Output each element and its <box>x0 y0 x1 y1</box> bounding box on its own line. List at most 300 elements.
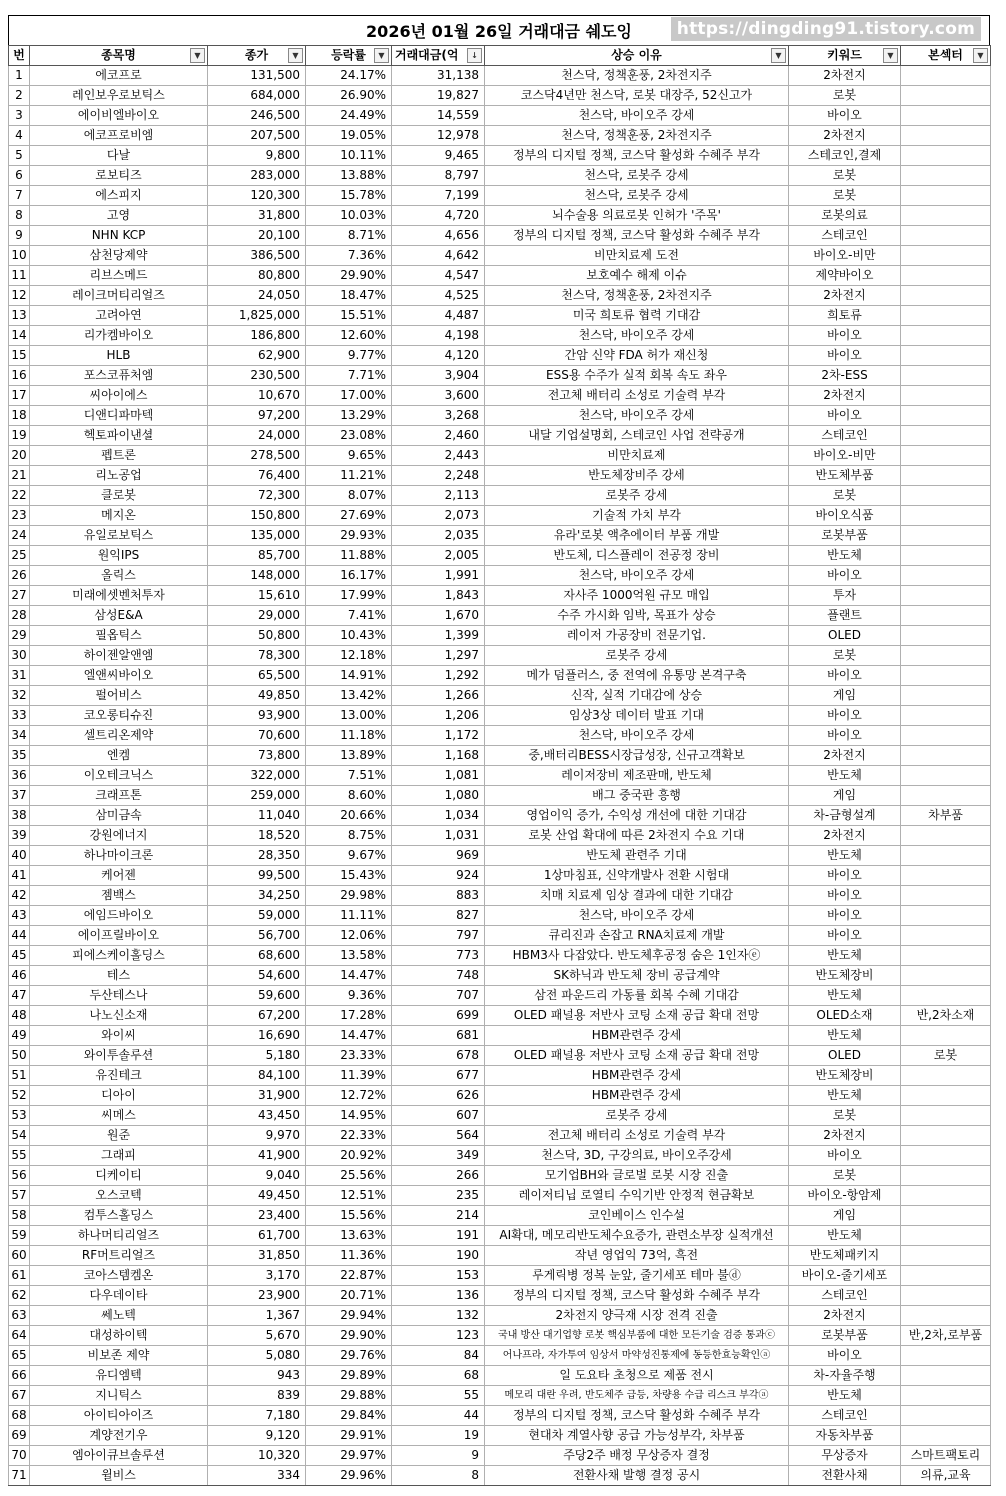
row-number-cell[interactable]: 46 <box>9 966 30 986</box>
change-rate-cell[interactable]: 11.36% <box>306 1246 392 1266</box>
close-price-cell[interactable]: 16,690 <box>208 1026 306 1046</box>
keyword-cell[interactable]: 게임 <box>789 786 901 806</box>
row-number-cell[interactable]: 62 <box>9 1286 30 1306</box>
change-rate-cell[interactable]: 14.95% <box>306 1106 392 1126</box>
change-rate-cell[interactable]: 8.07% <box>306 486 392 506</box>
stock-name-cell[interactable]: 윌비스 <box>30 1466 208 1486</box>
row-number-cell[interactable]: 27 <box>9 586 30 606</box>
row-number-cell[interactable]: 49 <box>9 1026 30 1046</box>
row-number-cell[interactable]: 35 <box>9 746 30 766</box>
main-sector-cell[interactable] <box>901 706 991 726</box>
close-price-cell[interactable]: 59,000 <box>208 906 306 926</box>
main-sector-cell[interactable] <box>901 666 991 686</box>
main-sector-cell[interactable] <box>901 586 991 606</box>
close-price-cell[interactable]: 54,600 <box>208 966 306 986</box>
main-sector-cell[interactable] <box>901 1146 991 1166</box>
trading-value-cell[interactable]: 214 <box>392 1206 485 1226</box>
trading-value-cell[interactable]: 136 <box>392 1286 485 1306</box>
change-rate-cell[interactable]: 17.99% <box>306 586 392 606</box>
trading-value-cell[interactable]: 677 <box>392 1066 485 1086</box>
keyword-cell[interactable]: 투자 <box>789 586 901 606</box>
keyword-cell[interactable]: 2차전지 <box>789 826 901 846</box>
close-price-cell[interactable]: 34,250 <box>208 886 306 906</box>
keyword-cell[interactable]: 바이오 <box>789 1346 901 1366</box>
row-number-cell[interactable]: 29 <box>9 626 30 646</box>
trading-value-cell[interactable]: 12,978 <box>392 126 485 146</box>
keyword-cell[interactable]: 반도체 <box>789 1026 901 1046</box>
stock-name-cell[interactable]: 삼천당제약 <box>30 246 208 266</box>
close-price-cell[interactable]: 9,970 <box>208 1126 306 1146</box>
keyword-cell[interactable]: 로봇 <box>789 186 901 206</box>
stock-name-cell[interactable]: 다우데이타 <box>30 1286 208 1306</box>
keyword-cell[interactable]: 2차-ESS <box>789 366 901 386</box>
main-sector-cell[interactable] <box>901 646 991 666</box>
close-price-cell[interactable]: 43,450 <box>208 1106 306 1126</box>
close-price-cell[interactable]: 5,080 <box>208 1346 306 1366</box>
change-rate-cell[interactable]: 29.84% <box>306 1406 392 1426</box>
stock-name-cell[interactable]: 메지온 <box>30 506 208 526</box>
main-sector-cell[interactable] <box>901 966 991 986</box>
keyword-cell[interactable]: 게임 <box>789 686 901 706</box>
row-number-cell[interactable]: 65 <box>9 1346 30 1366</box>
close-price-cell[interactable]: 1,825,000 <box>208 306 306 326</box>
close-price-cell[interactable]: 29,000 <box>208 606 306 626</box>
change-rate-cell[interactable]: 29.89% <box>306 1366 392 1386</box>
row-number-cell[interactable]: 16 <box>9 366 30 386</box>
trading-value-cell[interactable]: 2,005 <box>392 546 485 566</box>
main-sector-cell[interactable] <box>901 1386 991 1406</box>
change-rate-cell[interactable]: 19.05% <box>306 126 392 146</box>
keyword-cell[interactable]: 무상증자 <box>789 1446 901 1466</box>
rise-reason-cell[interactable]: 정부의 디지털 정책, 코스닥 활성화 수혜주 부각 <box>485 1286 789 1306</box>
change-rate-cell[interactable]: 11.11% <box>306 906 392 926</box>
trading-value-cell[interactable]: 1,081 <box>392 766 485 786</box>
rise-reason-cell[interactable]: 천스닥, 바이오주 강세 <box>485 726 789 746</box>
change-rate-cell[interactable]: 11.21% <box>306 466 392 486</box>
row-number-cell[interactable]: 11 <box>9 266 30 286</box>
close-price-cell[interactable]: 1,367 <box>208 1306 306 1326</box>
change-rate-cell[interactable]: 24.49% <box>306 106 392 126</box>
close-price-cell[interactable]: 28,350 <box>208 846 306 866</box>
keyword-cell[interactable]: 로봇 <box>789 1166 901 1186</box>
close-price-cell[interactable]: 3,170 <box>208 1266 306 1286</box>
close-price-cell[interactable]: 68,600 <box>208 946 306 966</box>
change-rate-cell[interactable]: 29.94% <box>306 1306 392 1326</box>
rise-reason-cell[interactable]: 정부의 디지털 정책, 코스닥 활성화 수혜주 부각 <box>485 1406 789 1426</box>
trading-value-cell[interactable]: 31,138 <box>392 66 485 86</box>
stock-name-cell[interactable]: 리노공업 <box>30 466 208 486</box>
change-rate-cell[interactable]: 7.71% <box>306 366 392 386</box>
filter-dropdown-icon[interactable]: ▼ <box>883 48 898 63</box>
row-number-cell[interactable]: 4 <box>9 126 30 146</box>
close-price-cell[interactable]: 59,600 <box>208 986 306 1006</box>
change-rate-cell[interactable]: 16.17% <box>306 566 392 586</box>
change-rate-cell[interactable]: 27.69% <box>306 506 392 526</box>
stock-name-cell[interactable]: 계양전기우 <box>30 1426 208 1446</box>
change-rate-cell[interactable]: 13.00% <box>306 706 392 726</box>
row-number-cell[interactable]: 39 <box>9 826 30 846</box>
main-sector-cell[interactable] <box>901 1286 991 1306</box>
close-price-cell[interactable]: 120,300 <box>208 186 306 206</box>
stock-name-cell[interactable]: 와이투솔루션 <box>30 1046 208 1066</box>
change-rate-cell[interactable]: 15.51% <box>306 306 392 326</box>
close-price-cell[interactable]: 135,000 <box>208 526 306 546</box>
rise-reason-cell[interactable]: 전고체 배터리 소성로 기술력 부각 <box>485 386 789 406</box>
stock-name-cell[interactable]: 리가켐바이오 <box>30 326 208 346</box>
row-number-cell[interactable]: 45 <box>9 946 30 966</box>
change-rate-cell[interactable]: 10.03% <box>306 206 392 226</box>
change-rate-cell[interactable]: 7.36% <box>306 246 392 266</box>
rise-reason-cell[interactable]: 2차전지 양극재 시장 전격 진출 <box>485 1306 789 1326</box>
rise-reason-cell[interactable]: 천스닥, 바이오주 강세 <box>485 326 789 346</box>
row-number-cell[interactable]: 19 <box>9 426 30 446</box>
change-rate-cell[interactable]: 15.43% <box>306 866 392 886</box>
close-price-cell[interactable]: 11,040 <box>208 806 306 826</box>
stock-name-cell[interactable]: 나노신소재 <box>30 1006 208 1026</box>
trading-value-cell[interactable]: 4,642 <box>392 246 485 266</box>
change-rate-cell[interactable]: 12.60% <box>306 326 392 346</box>
stock-name-cell[interactable]: 엔켐 <box>30 746 208 766</box>
close-price-cell[interactable]: 31,900 <box>208 1086 306 1106</box>
change-rate-cell[interactable]: 29.76% <box>306 1346 392 1366</box>
stock-name-cell[interactable]: 에이비엘바이오 <box>30 106 208 126</box>
main-sector-cell[interactable] <box>901 866 991 886</box>
row-number-cell[interactable]: 70 <box>9 1446 30 1466</box>
close-price-cell[interactable]: 150,800 <box>208 506 306 526</box>
stock-name-cell[interactable]: 원익IPS <box>30 546 208 566</box>
main-sector-cell[interactable]: 반,2차,로부품 <box>901 1326 991 1346</box>
rise-reason-cell[interactable]: 천스닥, 정책훈풍, 2차전지주 <box>485 66 789 86</box>
keyword-cell[interactable]: 바이오식품 <box>789 506 901 526</box>
change-rate-cell[interactable]: 29.98% <box>306 886 392 906</box>
close-price-cell[interactable]: 230,500 <box>208 366 306 386</box>
stock-name-cell[interactable]: 하이젠알앤엠 <box>30 646 208 666</box>
stock-name-cell[interactable]: 비보존 제약 <box>30 1346 208 1366</box>
change-rate-cell[interactable]: 25.56% <box>306 1166 392 1186</box>
keyword-cell[interactable]: 바이오 <box>789 1146 901 1166</box>
change-rate-cell[interactable]: 14.91% <box>306 666 392 686</box>
close-price-cell[interactable]: 31,800 <box>208 206 306 226</box>
keyword-cell[interactable]: 바이오-비만 <box>789 246 901 266</box>
close-price-cell[interactable]: 65,500 <box>208 666 306 686</box>
row-number-cell[interactable]: 26 <box>9 566 30 586</box>
rise-reason-cell[interactable]: 어나프라, 자가투여 임상서 마약성진통제에 동등한효능확인ⓐ <box>485 1346 789 1366</box>
close-price-cell[interactable]: 943 <box>208 1366 306 1386</box>
trading-value-cell[interactable]: 1,991 <box>392 566 485 586</box>
keyword-cell[interactable]: 스테코인 <box>789 426 901 446</box>
stock-name-cell[interactable]: 펄어비스 <box>30 686 208 706</box>
trading-value-cell[interactable]: 1,297 <box>392 646 485 666</box>
trading-value-cell[interactable]: 1,266 <box>392 686 485 706</box>
trading-value-cell[interactable]: 7,199 <box>392 186 485 206</box>
main-sector-cell[interactable] <box>901 1186 991 1206</box>
keyword-cell[interactable]: 2차전지 <box>789 286 901 306</box>
row-number-cell[interactable]: 48 <box>9 1006 30 1026</box>
keyword-cell[interactable]: 제약바이오 <box>789 266 901 286</box>
trading-value-cell[interactable]: 1,034 <box>392 806 485 826</box>
keyword-cell[interactable]: 2차전지 <box>789 66 901 86</box>
main-sector-cell[interactable] <box>901 86 991 106</box>
keyword-cell[interactable]: 바이오 <box>789 106 901 126</box>
row-number-cell[interactable]: 14 <box>9 326 30 346</box>
rise-reason-cell[interactable]: 기술적 가치 부각 <box>485 506 789 526</box>
stock-name-cell[interactable]: 엠아이큐브솔루션 <box>30 1446 208 1466</box>
keyword-cell[interactable]: 로봇 <box>789 86 901 106</box>
change-rate-cell[interactable]: 15.78% <box>306 186 392 206</box>
close-price-cell[interactable]: 322,000 <box>208 766 306 786</box>
main-sector-cell[interactable] <box>901 66 991 86</box>
rise-reason-cell[interactable]: 유라'로봇 액추에이터 부품 개발 <box>485 526 789 546</box>
rise-reason-cell[interactable]: AI확대, 메모리반도체수요증가, 관련소부장 실적개선 <box>485 1226 789 1246</box>
stock-name-cell[interactable]: 원준 <box>30 1126 208 1146</box>
close-price-cell[interactable]: 49,850 <box>208 686 306 706</box>
main-sector-cell[interactable] <box>901 186 991 206</box>
keyword-cell[interactable]: 바이오 <box>789 326 901 346</box>
main-sector-cell[interactable]: 반,2차소재 <box>901 1006 991 1026</box>
change-rate-cell[interactable]: 26.90% <box>306 86 392 106</box>
stock-name-cell[interactable]: 펩트론 <box>30 446 208 466</box>
main-sector-cell[interactable] <box>901 226 991 246</box>
rise-reason-cell[interactable]: HBM관련주 강세 <box>485 1066 789 1086</box>
row-number-cell[interactable]: 3 <box>9 106 30 126</box>
trading-value-cell[interactable]: 1,843 <box>392 586 485 606</box>
row-number-cell[interactable]: 33 <box>9 706 30 726</box>
change-rate-cell[interactable]: 13.58% <box>306 946 392 966</box>
keyword-cell[interactable]: 반도체 <box>789 846 901 866</box>
row-number-cell[interactable]: 55 <box>9 1146 30 1166</box>
trading-value-cell[interactable]: 2,113 <box>392 486 485 506</box>
row-number-cell[interactable]: 41 <box>9 866 30 886</box>
change-rate-cell[interactable]: 29.90% <box>306 1326 392 1346</box>
stock-name-cell[interactable]: 리브스메드 <box>30 266 208 286</box>
trading-value-cell[interactable]: 1,206 <box>392 706 485 726</box>
filter-dropdown-icon[interactable]: ▼ <box>374 48 389 63</box>
main-sector-cell[interactable] <box>901 886 991 906</box>
close-price-cell[interactable]: 207,500 <box>208 126 306 146</box>
change-rate-cell[interactable]: 20.71% <box>306 1286 392 1306</box>
rise-reason-cell[interactable]: 임상3상 데이터 발표 기대 <box>485 706 789 726</box>
rise-reason-cell[interactable]: 작년 영업익 73억, 흑전 <box>485 1246 789 1266</box>
main-sector-cell[interactable] <box>901 826 991 846</box>
rise-reason-cell[interactable]: 천스닥, 정책훈풍, 2차전지주 <box>485 126 789 146</box>
rise-reason-cell[interactable]: 코스닥4년만 천스닥, 로봇 대장주, 52신고가 <box>485 86 789 106</box>
row-number-cell[interactable]: 15 <box>9 346 30 366</box>
row-number-cell[interactable]: 2 <box>9 86 30 106</box>
row-number-cell[interactable]: 30 <box>9 646 30 666</box>
row-number-cell[interactable]: 44 <box>9 926 30 946</box>
keyword-cell[interactable]: 반도체 <box>789 546 901 566</box>
stock-name-cell[interactable]: 하나마이크론 <box>30 846 208 866</box>
stock-name-cell[interactable]: 하나머티리얼즈 <box>30 1226 208 1246</box>
trading-value-cell[interactable]: 1,168 <box>392 746 485 766</box>
stock-name-cell[interactable]: 젬백스 <box>30 886 208 906</box>
row-number-cell[interactable]: 56 <box>9 1166 30 1186</box>
row-number-cell[interactable]: 36 <box>9 766 30 786</box>
close-price-cell[interactable]: 24,050 <box>208 286 306 306</box>
change-rate-cell[interactable]: 8.71% <box>306 226 392 246</box>
change-rate-cell[interactable]: 12.06% <box>306 926 392 946</box>
keyword-cell[interactable]: 로봇 <box>789 166 901 186</box>
trading-value-cell[interactable]: 924 <box>392 866 485 886</box>
rise-reason-cell[interactable]: 천스닥, 정책훈풍, 2차전지주 <box>485 286 789 306</box>
main-sector-cell[interactable] <box>901 1366 991 1386</box>
row-number-cell[interactable]: 57 <box>9 1186 30 1206</box>
change-rate-cell[interactable]: 29.90% <box>306 266 392 286</box>
main-sector-cell[interactable] <box>901 786 991 806</box>
trading-value-cell[interactable]: 4,720 <box>392 206 485 226</box>
close-price-cell[interactable]: 5,670 <box>208 1326 306 1346</box>
row-number-cell[interactable]: 32 <box>9 686 30 706</box>
main-sector-cell[interactable] <box>901 926 991 946</box>
rise-reason-cell[interactable]: 모기업BH와 글로벌 로봇 시장 진출 <box>485 1166 789 1186</box>
rise-reason-cell[interactable]: 큐리진과 손잡고 RNA치료제 개발 <box>485 926 789 946</box>
close-price-cell[interactable]: 84,100 <box>208 1066 306 1086</box>
rise-reason-cell[interactable]: 정부의 디지털 정책, 코스닥 활성화 수혜주 부각 <box>485 146 789 166</box>
rise-reason-cell[interactable]: 천스닥, 바이오주 강세 <box>485 906 789 926</box>
stock-name-cell[interactable]: 유일로보틱스 <box>30 526 208 546</box>
trading-value-cell[interactable]: 4,547 <box>392 266 485 286</box>
stock-name-cell[interactable]: 두산테스나 <box>30 986 208 1006</box>
stock-name-cell[interactable]: 씨아이에스 <box>30 386 208 406</box>
close-price-cell[interactable]: 23,400 <box>208 1206 306 1226</box>
row-number-cell[interactable]: 24 <box>9 526 30 546</box>
row-number-cell[interactable]: 9 <box>9 226 30 246</box>
close-price-cell[interactable]: 41,900 <box>208 1146 306 1166</box>
trading-value-cell[interactable]: 55 <box>392 1386 485 1406</box>
keyword-cell[interactable]: 바이오 <box>789 346 901 366</box>
main-sector-cell[interactable] <box>901 326 991 346</box>
trading-value-cell[interactable]: 4,656 <box>392 226 485 246</box>
main-sector-cell[interactable] <box>901 566 991 586</box>
rise-reason-cell[interactable]: ESS용 수주가 실적 회복 속도 좌우 <box>485 366 789 386</box>
trading-value-cell[interactable]: 4,487 <box>392 306 485 326</box>
trading-value-cell[interactable]: 681 <box>392 1026 485 1046</box>
row-number-cell[interactable]: 20 <box>9 446 30 466</box>
rise-reason-cell[interactable]: 천스닥, 바이오주 강세 <box>485 406 789 426</box>
trading-value-cell[interactable]: 1,399 <box>392 626 485 646</box>
stock-name-cell[interactable]: 포스코퓨처엠 <box>30 366 208 386</box>
stock-name-cell[interactable]: 삼성E&A <box>30 606 208 626</box>
row-number-cell[interactable]: 8 <box>9 206 30 226</box>
stock-name-cell[interactable]: 씨메스 <box>30 1106 208 1126</box>
main-sector-cell[interactable] <box>901 1226 991 1246</box>
change-rate-cell[interactable]: 29.96% <box>306 1466 392 1486</box>
change-rate-cell[interactable]: 12.18% <box>306 646 392 666</box>
rise-reason-cell[interactable]: 전고체 배터리 소성로 기술력 부각 <box>485 1126 789 1146</box>
filter-dropdown-icon[interactable]: ▼ <box>771 48 786 63</box>
rise-reason-cell[interactable]: 간암 신약 FDA 허가 재신청 <box>485 346 789 366</box>
main-sector-cell[interactable] <box>901 426 991 446</box>
change-rate-cell[interactable]: 9.65% <box>306 446 392 466</box>
stock-name-cell[interactable]: 그래피 <box>30 1146 208 1166</box>
keyword-cell[interactable]: 반도체장비 <box>789 1066 901 1086</box>
stock-name-cell[interactable]: 대성하이텍 <box>30 1326 208 1346</box>
row-number-cell[interactable]: 40 <box>9 846 30 866</box>
stock-name-cell[interactable]: 다날 <box>30 146 208 166</box>
keyword-cell[interactable]: 로봇부품 <box>789 526 901 546</box>
change-rate-cell[interactable]: 7.51% <box>306 766 392 786</box>
trading-value-cell[interactable]: 19 <box>392 1426 485 1446</box>
main-sector-cell[interactable] <box>901 906 991 926</box>
close-price-cell[interactable]: 5,180 <box>208 1046 306 1066</box>
stock-name-cell[interactable]: 레인보우로보틱스 <box>30 86 208 106</box>
rise-reason-cell[interactable]: 메가 덤플러스, 중 전역에 유통망 본격구축 <box>485 666 789 686</box>
trading-value-cell[interactable]: 1,292 <box>392 666 485 686</box>
rise-reason-cell[interactable]: 천스닥, 바이오주 강세 <box>485 566 789 586</box>
close-price-cell[interactable]: 97,200 <box>208 406 306 426</box>
trading-value-cell[interactable]: 2,443 <box>392 446 485 466</box>
main-sector-cell[interactable] <box>901 1206 991 1226</box>
keyword-cell[interactable]: OLED <box>789 626 901 646</box>
change-rate-cell[interactable]: 23.33% <box>306 1046 392 1066</box>
trading-value-cell[interactable]: 2,248 <box>392 466 485 486</box>
close-price-cell[interactable]: 259,000 <box>208 786 306 806</box>
change-rate-cell[interactable]: 9.36% <box>306 986 392 1006</box>
main-sector-cell[interactable] <box>901 166 991 186</box>
rise-reason-cell[interactable]: 로봇주 강세 <box>485 646 789 666</box>
keyword-cell[interactable]: 바이오 <box>789 726 901 746</box>
row-number-cell[interactable]: 67 <box>9 1386 30 1406</box>
close-price-cell[interactable]: 9,800 <box>208 146 306 166</box>
close-price-cell[interactable]: 7,180 <box>208 1406 306 1426</box>
main-sector-cell[interactable] <box>901 1406 991 1426</box>
trading-value-cell[interactable]: 44 <box>392 1406 485 1426</box>
row-number-cell[interactable]: 60 <box>9 1246 30 1266</box>
keyword-cell[interactable]: 반도체부품 <box>789 466 901 486</box>
change-rate-cell[interactable]: 13.42% <box>306 686 392 706</box>
row-number-cell[interactable]: 10 <box>9 246 30 266</box>
trading-value-cell[interactable]: 14,559 <box>392 106 485 126</box>
stock-name-cell[interactable]: 에스피지 <box>30 186 208 206</box>
keyword-cell[interactable]: 바이오 <box>789 866 901 886</box>
change-rate-cell[interactable]: 10.11% <box>306 146 392 166</box>
stock-name-cell[interactable]: HLB <box>30 346 208 366</box>
trading-value-cell[interactable]: 707 <box>392 986 485 1006</box>
stock-name-cell[interactable]: 이오테크닉스 <box>30 766 208 786</box>
rise-reason-cell[interactable]: HBM3사 다잡았다. 반도체후공정 숨은 1인자ⓔ <box>485 946 789 966</box>
close-price-cell[interactable]: 23,900 <box>208 1286 306 1306</box>
trading-value-cell[interactable]: 266 <box>392 1166 485 1186</box>
change-rate-cell[interactable]: 23.08% <box>306 426 392 446</box>
main-sector-cell[interactable] <box>901 246 991 266</box>
change-rate-cell[interactable]: 13.29% <box>306 406 392 426</box>
row-number-cell[interactable]: 7 <box>9 186 30 206</box>
close-price-cell[interactable]: 20,100 <box>208 226 306 246</box>
rise-reason-cell[interactable]: 천스닥, 로봇주 강세 <box>485 186 789 206</box>
trading-value-cell[interactable]: 3,904 <box>392 366 485 386</box>
trading-value-cell[interactable]: 626 <box>392 1086 485 1106</box>
main-sector-cell[interactable] <box>901 1086 991 1106</box>
trading-value-cell[interactable]: 1,172 <box>392 726 485 746</box>
trading-value-cell[interactable]: 2,460 <box>392 426 485 446</box>
row-number-cell[interactable]: 61 <box>9 1266 30 1286</box>
change-rate-cell[interactable]: 9.67% <box>306 846 392 866</box>
trading-value-cell[interactable]: 68 <box>392 1366 485 1386</box>
row-number-cell[interactable]: 18 <box>9 406 30 426</box>
close-price-cell[interactable]: 99,500 <box>208 866 306 886</box>
main-sector-cell[interactable] <box>901 266 991 286</box>
main-sector-cell[interactable] <box>901 146 991 166</box>
sort-desc-filter-icon[interactable]: ↓ <box>467 48 482 63</box>
rise-reason-cell[interactable]: 전환사채 발행 결정 공시 <box>485 1466 789 1486</box>
rise-reason-cell[interactable]: OLED 패널용 저반사 코팅 소재 공급 확대 전망 <box>485 1046 789 1066</box>
change-rate-cell[interactable]: 29.93% <box>306 526 392 546</box>
trading-value-cell[interactable]: 607 <box>392 1106 485 1126</box>
main-sector-cell[interactable] <box>901 746 991 766</box>
row-number-cell[interactable]: 34 <box>9 726 30 746</box>
close-price-cell[interactable]: 80,800 <box>208 266 306 286</box>
keyword-cell[interactable]: 반도체 <box>789 1086 901 1106</box>
